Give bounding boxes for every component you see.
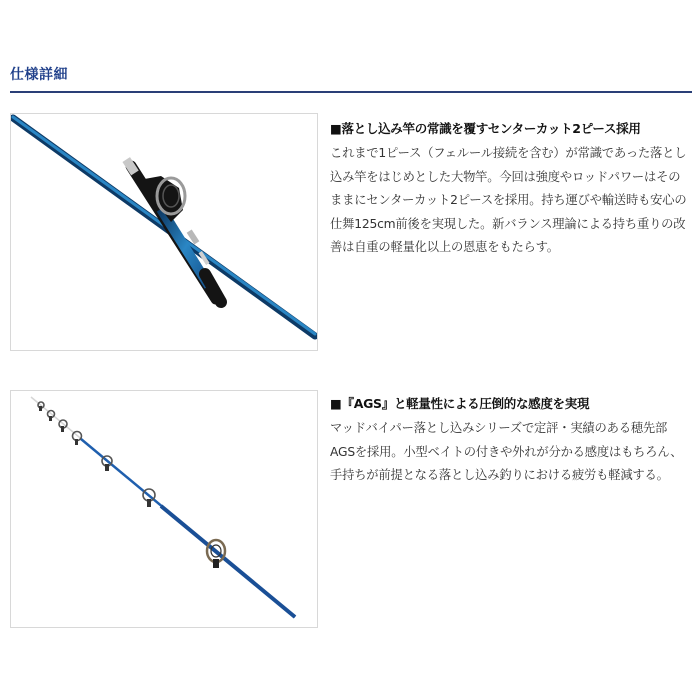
rod-ags-guides-photo [11, 391, 317, 627]
feature-description: これまで1ピース（フェルール接続を含む）が常識であった落とし込み竿をはじめとした大物竿。今回は強度やロッドパワーはそのままにセンターカット2ピースを採用。持ち運びや輸送時も安心の仕舞125cm前後を実現した。新バランス理論による持ち重りの改善は自重の軽量化以上の恩恵をもたらす。 [330, 146, 687, 254]
feature-image-center-cut [10, 113, 318, 351]
rod-center-cut-joint-photo [11, 114, 317, 350]
feature-title: ■『AGS』と軽量性による圧倒的な感度を実現 [330, 396, 590, 411]
feature-text-center-cut [330, 120, 692, 260]
feature-description: マッドバイパー落とし込みシリーズで定評・実績のある穂先部AGSを採用。小型ベイトの付きや外れが分かる感度はもちろん、手持ちが前提となる落とし込み釣りにおける疲労も軽減する。 [330, 421, 683, 482]
section-divider [10, 91, 692, 93]
feature-image-ags [10, 390, 318, 628]
section-title: 仕様詳細 [10, 67, 68, 83]
feature-text-ags [330, 395, 692, 488]
feature-title: ■落とし込み竿の常識を覆すセンターカット2ピース採用 [330, 121, 641, 136]
